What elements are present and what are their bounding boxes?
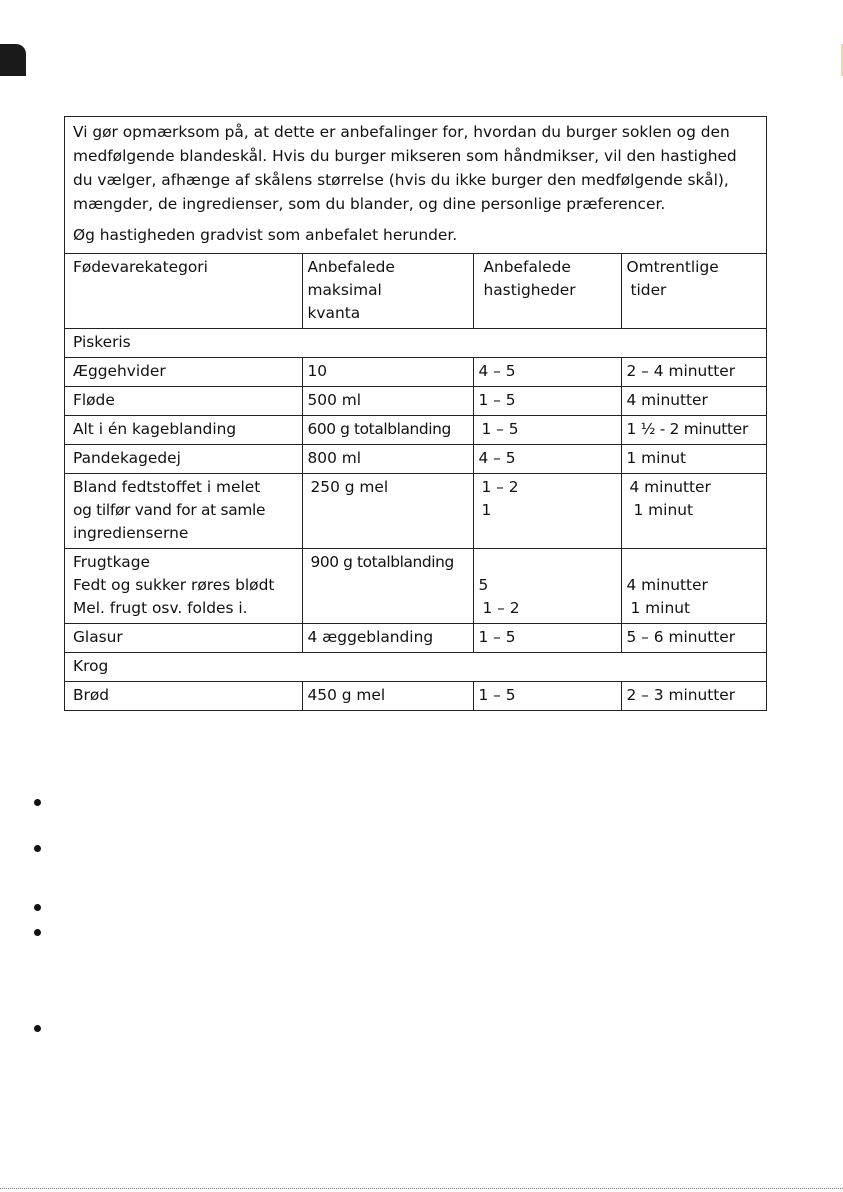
- row-speed: 1 – 5: [473, 682, 621, 711]
- speed-table: [65, 253, 766, 710]
- row-quantity: 4 æggeblanding: [302, 624, 473, 653]
- table-row: [65, 549, 766, 624]
- bullet-icon: [34, 799, 41, 806]
- row-category: Glasur: [65, 624, 302, 653]
- row-speed: 5 1 – 2: [473, 549, 621, 624]
- row-category: Fløde: [65, 387, 302, 416]
- page-corner-tab: [0, 44, 26, 76]
- row-category: Brød: [65, 682, 302, 711]
- table-row: [65, 358, 766, 387]
- row-time: 4 minutter 1 minut: [621, 474, 766, 549]
- table-row: [65, 474, 766, 549]
- section-row-whisk: [65, 329, 766, 358]
- row-time: 4 minutter 1 minut: [621, 549, 766, 624]
- row-speed: 1 – 5: [473, 624, 621, 653]
- section-label-hook: Krog: [65, 653, 766, 682]
- row-quantity: 600 g totalblanding: [302, 416, 473, 445]
- row-category: Pandekagedej: [65, 445, 302, 474]
- table-row: [65, 445, 766, 474]
- bullet-icon: [34, 845, 41, 852]
- row-quantity: 500 ml: [302, 387, 473, 416]
- row-time: 1 minut: [621, 445, 766, 474]
- row-quantity: 250 g mel: [302, 474, 473, 549]
- row-category: Frugtkage Fedt og sukker røres blødt Mel. frugt osv. foldes i.: [65, 549, 302, 624]
- intro-paragraph-1: Vi gør opmærksom på, at dette er anbefalinger for, hvordan du burger soklen og den medfølgende blandeskål. Hvis du burger mikseren som håndmikser, vil den hastighed du vælger, afhænge af skålens størrelse (hvis du ikke burger den medfølgende skål), mængder, de ingredienser, som du blander, og dine personlige præferencer.: [73, 123, 737, 213]
- row-speed: 4 – 5: [473, 358, 621, 387]
- table-row: [65, 682, 766, 711]
- table-row: [65, 387, 766, 416]
- row-category: Æggehvider: [65, 358, 302, 387]
- row-time: 5 – 6 minutter: [621, 624, 766, 653]
- row-time: 2 – 4 minutter: [621, 358, 766, 387]
- bullet-icon: [34, 929, 41, 936]
- row-time: 2 – 3 minutter: [621, 682, 766, 711]
- row-speed: 4 – 5: [473, 445, 621, 474]
- row-category: Alt i én kageblanding: [65, 416, 302, 445]
- header-time: Omtrentlige tider: [621, 254, 766, 329]
- row-quantity: 10: [302, 358, 473, 387]
- footer-rule: [0, 1188, 843, 1189]
- row-category: Bland fedtstoffet i melet og tilfør vand for at samle ingredienserne: [65, 474, 302, 549]
- row-speed: 1 – 5: [473, 416, 621, 445]
- header-quantity: Anbefalede maksimal kvanta: [302, 254, 473, 329]
- row-quantity: 900 g totalblanding: [302, 549, 473, 624]
- row-speed: 1 – 5: [473, 387, 621, 416]
- bullet-icon: [34, 1025, 41, 1032]
- section-row-hook: [65, 653, 766, 682]
- table-row: [65, 416, 766, 445]
- row-quantity: 450 g mel: [302, 682, 473, 711]
- recommendation-box: [64, 116, 767, 711]
- row-quantity: 800 ml: [302, 445, 473, 474]
- header-speed: Anbefalede hastigheder: [473, 254, 621, 329]
- intro-paragraph-2: Øg hastigheden gradvist som anbefalet herunder.: [73, 226, 458, 244]
- row-time: 4 minutter: [621, 387, 766, 416]
- row-speed: 1 – 2 1: [473, 474, 621, 549]
- intro-text: [65, 117, 766, 253]
- row-time: 1 ½ - 2 minutter: [621, 416, 766, 445]
- table-row: [65, 624, 766, 653]
- table-header-row: [65, 254, 766, 329]
- bullet-icon: [34, 904, 41, 911]
- section-label-whisk: Piskeris: [65, 329, 766, 358]
- header-category: Fødevarekategori: [65, 254, 302, 329]
